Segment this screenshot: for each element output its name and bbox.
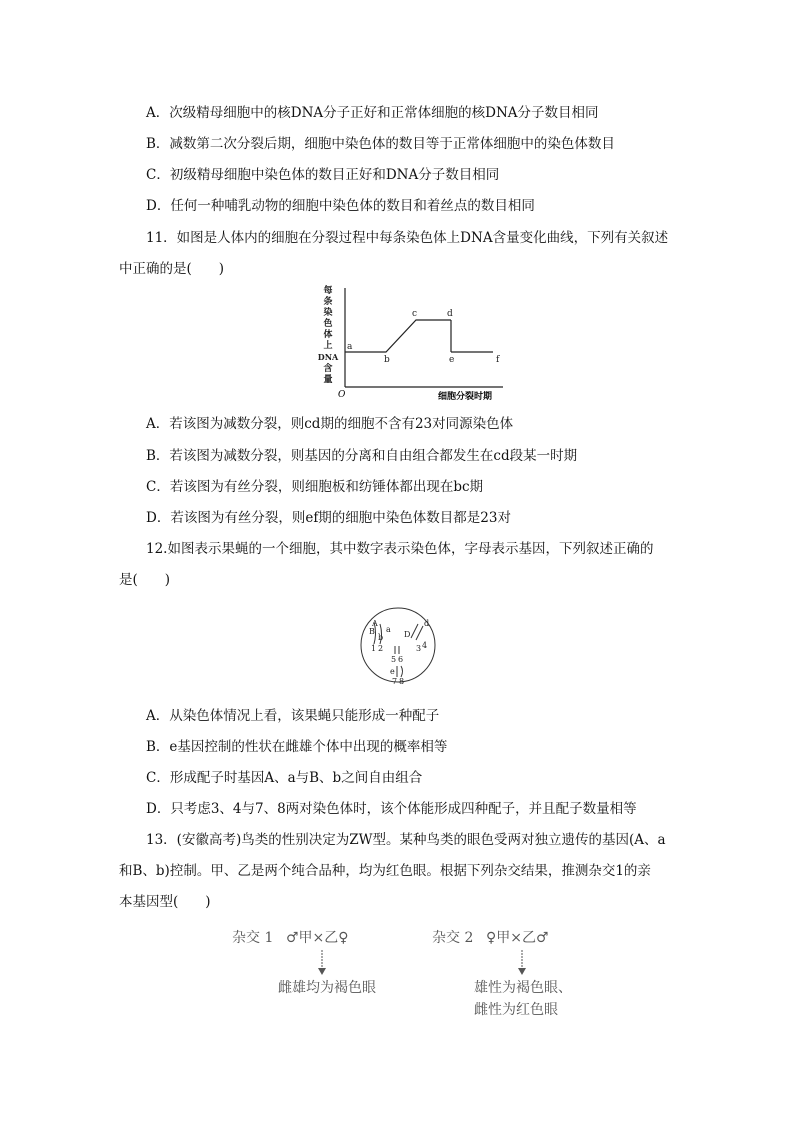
q11-stem-line1: 11．如图是人体内的细胞在分裂过程中每条染色体上DNA含量变化曲线，下列有关叙述 bbox=[146, 230, 669, 246]
chr-label-2: 2 bbox=[378, 644, 384, 653]
chromosome-3 bbox=[411, 624, 418, 638]
q13-stem-line3: 本基因型( ) bbox=[119, 894, 211, 910]
chart-ylabel bbox=[318, 284, 339, 385]
cross1-result: 雌雄均为褐色眼 bbox=[278, 980, 376, 996]
gene-d: d bbox=[424, 619, 430, 628]
q11-dna-chart bbox=[318, 283, 508, 403]
ylabel-char-4: 体 bbox=[323, 330, 333, 340]
q10-option-c: C．初级精母细胞中染色体的数目正好和DNA分子数目相同 bbox=[146, 167, 500, 183]
q11-option-d: D．若该图为有丝分裂，则ef期的细胞中染色体数目都是23对 bbox=[146, 510, 511, 526]
cross1-arrow-head bbox=[318, 968, 326, 975]
q13-stem-line1: 13．(安徽高考)鸟类的性别决定为ZW型。某种鸟类的眼色受两对独立遗传的基因(A、a bbox=[146, 832, 666, 848]
q13-cross-figure bbox=[228, 922, 628, 1022]
q10-option-b: B．减数第二次分裂后期，细胞中染色体的数目等于正常体细胞中的染色体数目 bbox=[146, 136, 615, 152]
ylabel-char-6: DNA bbox=[318, 352, 339, 362]
cross2-result-line1: 雄性为褐色眼、 bbox=[474, 980, 572, 996]
chart-point-label-c: c bbox=[412, 309, 418, 319]
q12-cell-figure bbox=[358, 604, 438, 686]
gene-D: D bbox=[404, 630, 411, 639]
q12-option-a: A．从染色体情况上看，该果蝇只能形成一种配子 bbox=[146, 708, 440, 724]
ylabel-char-3: 色 bbox=[323, 319, 333, 329]
chr-label-7: 7 bbox=[392, 677, 398, 686]
gene-e: e bbox=[390, 667, 395, 676]
chromosome-8 bbox=[401, 666, 403, 677]
ylabel-char-7: 含 bbox=[323, 364, 333, 374]
ylabel-char-2: 染 bbox=[323, 308, 333, 318]
ylabel-char-5: 上 bbox=[323, 341, 333, 351]
chart-xlabel: 细胞分裂时期 bbox=[438, 392, 493, 402]
q12-option-d: D．只考虑3、4与7、8两对染色体时，该个体能形成四种配子，并且配子数量相等 bbox=[146, 801, 637, 817]
chr-label-6: 6 bbox=[398, 655, 404, 664]
chart-dna-curve bbox=[345, 320, 451, 352]
q12-stem-line2: 是( ) bbox=[119, 572, 171, 588]
chart-origin: O bbox=[338, 390, 346, 400]
cross2-result-line2: 雌性为红色眼 bbox=[474, 1002, 558, 1018]
q10-option-d: D．任何一种哺乳动物的细胞中染色体的数目和着丝点的数目相同 bbox=[146, 198, 535, 214]
chromosome-4 bbox=[416, 626, 423, 640]
cross2-arrow-head bbox=[518, 968, 526, 975]
q12-option-c: C．形成配子时基因A、a与B、b之间自由组合 bbox=[146, 770, 423, 786]
chart-point-label-d: d bbox=[447, 309, 453, 319]
q12-option-b: B．e基因控制的性状在雌雄个体中出现的概率相等 bbox=[146, 739, 448, 755]
ylabel-char-0: 每 bbox=[323, 286, 333, 296]
chr-label-8: 8 bbox=[399, 677, 405, 686]
cross2-label: 杂交 2 bbox=[432, 930, 474, 946]
chart-point-label-f: f bbox=[496, 355, 500, 365]
ylabel-char-1: 条 bbox=[323, 297, 333, 307]
gene-b: b bbox=[378, 633, 384, 642]
cross2-parents: ♀甲×乙♂ bbox=[486, 930, 549, 946]
q11-option-b: B．若该图为减数分裂，则基因的分离和自由组合都发生在cd段某一时期 bbox=[146, 448, 578, 464]
chr-label-4: 4 bbox=[422, 641, 428, 650]
chr-label-5: 5 bbox=[391, 655, 397, 664]
chart-point-label-b: b bbox=[384, 355, 390, 365]
q11-option-c: C．若该图为有丝分裂，则细胞板和纺锤体都出现在bc期 bbox=[146, 479, 484, 495]
q11-option-a: A．若该图为减数分裂，则cd期的细胞不含有23对同源染色体 bbox=[146, 416, 514, 432]
ylabel-char-8: 量 bbox=[323, 375, 333, 385]
cross1-parents: ♂甲×乙♀ bbox=[286, 930, 349, 946]
q13-stem-line2: 和B、b)控制。甲、乙是两个纯合品种，均为红色眼。根据下列杂交结果，推测杂交1的亲 bbox=[119, 863, 651, 879]
chr-label-3: 3 bbox=[416, 644, 422, 653]
cross1-label: 杂交 1 bbox=[232, 930, 274, 946]
q10-option-a: A．次级精母细胞中的核DNA分子正好和正常体细胞的核DNA分子数目相同 bbox=[146, 105, 599, 121]
q12-stem-line1: 12.如图表示果蝇的一个细胞，其中数字表示染色体，字母表示基因，下列叙述正确的 bbox=[146, 541, 654, 557]
chart-point-label-a: a bbox=[347, 342, 353, 352]
gene-B: B bbox=[369, 627, 375, 636]
q11-stem-line2: 中正确的是( ) bbox=[119, 261, 225, 277]
chart-point-label-e: e bbox=[449, 355, 455, 365]
gene-A: A bbox=[372, 619, 378, 628]
chr-label-1: 1 bbox=[371, 644, 377, 653]
gene-a: a bbox=[386, 625, 391, 634]
